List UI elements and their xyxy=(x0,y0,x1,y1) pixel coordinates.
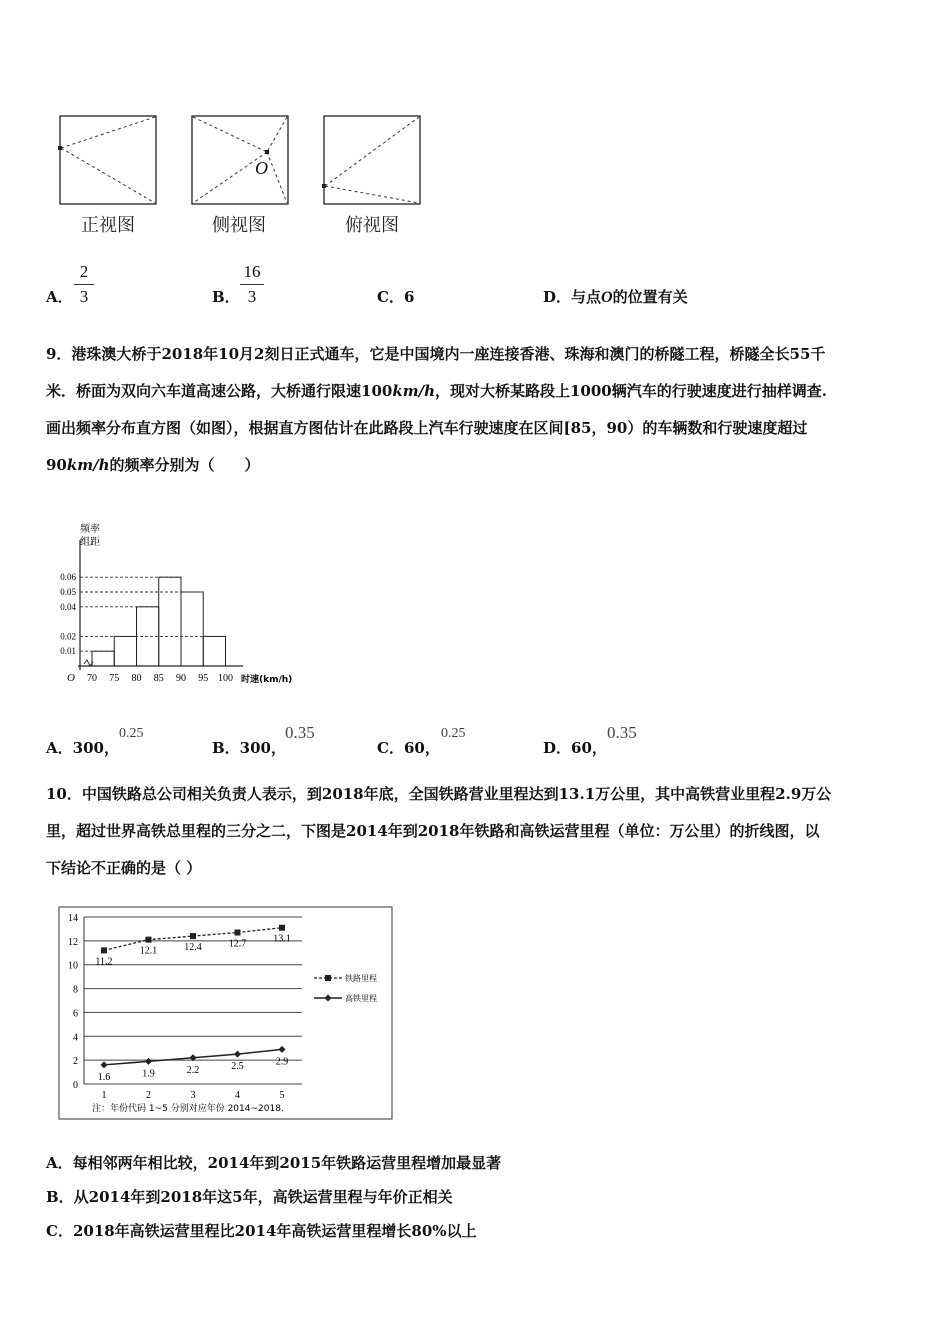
railway-mileage-chart xyxy=(58,906,394,1122)
railway-data-label: 12.4 xyxy=(184,942,202,954)
legend-highspeed-label: 高铁里程 xyxy=(345,994,377,1003)
q8-a-numerator: 2 xyxy=(79,262,89,281)
q9-line-4a: 90 xyxy=(46,456,67,474)
q8-option-c[interactable]: C．6 xyxy=(377,288,415,306)
side-view-label: 侧视图 xyxy=(212,215,266,236)
q9-line-2a: 米．桥面为双向六车道高速公路，大桥通行限速100 xyxy=(46,382,393,400)
q9-line-3: 画出频率分布直方图（如图），根据直方图估计在此路段上汽车行驶速度在区间[85，90）的车辆数和行驶速度超过 xyxy=(46,419,808,437)
speed-histogram xyxy=(40,518,320,693)
q8-option-a-prefix: A． xyxy=(46,288,73,306)
q10-option-a[interactable]: A．每相邻两年相比较，2014年到2015年铁路运营里程增加最显著 xyxy=(46,1154,502,1172)
x-tick-label: 1 xyxy=(101,1090,107,1101)
q9-line-4 xyxy=(46,447,916,484)
x-tick-label: 85 xyxy=(153,673,164,684)
q10-line-1: 10．中国铁路总公司相关负责人表示，到2018年底，全国铁路营业里程达到13.1万公里，其中高铁营业里程2.9万公 xyxy=(46,785,832,803)
x-tick-label: 75 xyxy=(109,673,120,684)
x-tick-label: 95 xyxy=(198,673,209,684)
railway-point xyxy=(190,933,196,939)
x-tick-label: 80 xyxy=(131,673,142,684)
highspeed-point xyxy=(234,1051,241,1058)
highspeed-data-label: 2.2 xyxy=(186,1064,200,1076)
y-tick-label: 8 xyxy=(73,984,78,996)
point-o-label: O xyxy=(255,158,268,178)
q9-option-a-value: 0.25 xyxy=(119,726,144,741)
x-tick-label: 70 xyxy=(87,673,97,684)
hist-bar xyxy=(203,636,225,666)
q9-option-b-value: 0.35 xyxy=(285,723,315,742)
q8-option-d-point: O xyxy=(601,289,613,306)
y-tick-label: 14 xyxy=(68,913,78,924)
three-view-figure xyxy=(55,110,425,210)
y-tick-label: 0 xyxy=(73,1080,78,1091)
hist-bar xyxy=(159,577,181,666)
q9-option-d-value: 0.35 xyxy=(607,723,637,742)
side-view xyxy=(192,116,288,204)
q10-option-c[interactable]: C．2018年高铁运营里程比2014年高铁运营里程增长80%以上 xyxy=(46,1222,477,1240)
q10-option-b[interactable]: B．从2014年到2018年这5年，高铁运营里程与年价正相关 xyxy=(46,1188,453,1206)
hist-bar xyxy=(114,636,136,666)
railway-data-label: 13.1 xyxy=(273,933,291,945)
y-tick-label: 0.02 xyxy=(60,631,76,642)
q8-option-a-fraction xyxy=(74,262,94,307)
y-tick-label: 4 xyxy=(73,1032,78,1044)
legend-railway-marker xyxy=(325,975,331,981)
q8-option-d-post: 的位置有关 xyxy=(612,288,688,306)
highspeed-data-label: 2.9 xyxy=(275,1056,289,1068)
q9-option-c[interactable]: C．60， xyxy=(377,739,440,757)
highspeed-data-label: 2.5 xyxy=(231,1061,244,1073)
q8-option-b[interactable] xyxy=(212,286,240,307)
top-view xyxy=(322,116,420,204)
x-tick-label: 4 xyxy=(235,1090,240,1101)
y-tick-label: 10 xyxy=(68,960,78,972)
q8-a-denominator: 3 xyxy=(79,287,89,306)
railway-point xyxy=(279,925,285,931)
y-tick-label: 0.01 xyxy=(60,646,76,657)
front-view xyxy=(58,116,156,204)
railway-data-label: 11.2 xyxy=(95,956,113,968)
x-tick-label: 100 xyxy=(218,673,233,684)
x-axis-label: 时速(km/h) xyxy=(241,675,293,685)
highspeed-data-label: 1.6 xyxy=(97,1071,111,1083)
q9-line-1: 9．港珠澳大桥于2018年10月2刻日正式通车，它是中国境内一座连接香港、珠海和澳门的桥隧工程，桥隧全长55千 xyxy=(46,345,826,363)
y-tick-label: 12 xyxy=(68,936,78,948)
q8-option-d-pre: D．与点 xyxy=(543,288,602,306)
q9-line-4b: 的频率分别为（ ） xyxy=(109,456,260,474)
highspeed-point xyxy=(279,1046,286,1053)
hist-bar xyxy=(92,651,114,666)
x-tick-label: 5 xyxy=(279,1090,285,1101)
highspeed-data-label: 1.9 xyxy=(142,1068,155,1080)
y-axis-label-top: 频率 xyxy=(80,524,100,535)
railway-point xyxy=(101,947,107,953)
origin-label: O xyxy=(67,672,75,684)
legend-railway-label: 铁路里程 xyxy=(345,974,377,983)
legend-highspeed-marker xyxy=(325,995,332,1002)
q8-option-a[interactable] xyxy=(46,286,73,307)
railway-data-label: 12.1 xyxy=(139,945,158,957)
railway-data-label: 12.7 xyxy=(228,938,247,950)
question-10-text xyxy=(46,776,916,887)
y-tick-label: 0.04 xyxy=(60,601,76,612)
top-view-label: 俯视图 xyxy=(345,215,399,236)
q9-unit-1: km/h xyxy=(392,382,435,400)
q9-option-b[interactable]: B．300， xyxy=(212,739,286,757)
x-tick-label: 2 xyxy=(146,1090,151,1101)
q9-option-d[interactable]: D．60， xyxy=(543,739,607,757)
highspeed-point xyxy=(101,1061,108,1068)
chart-note: 注：年份代码 1~5 分别对应年份 2014~2018. xyxy=(92,1104,284,1114)
q9-line-2 xyxy=(46,373,916,410)
highspeed-point xyxy=(145,1058,152,1065)
x-tick-label: 3 xyxy=(190,1090,196,1101)
hist-bar xyxy=(181,592,203,666)
railway-point xyxy=(235,930,241,936)
q8-option-b-prefix: B． xyxy=(212,288,240,306)
q10-line-3: 下结论不正确的是（ ） xyxy=(46,859,202,877)
y-axis-label-bottom: 组距 xyxy=(80,537,100,548)
q8-option-b-fraction xyxy=(240,262,264,307)
y-tick-label: 0.05 xyxy=(60,587,76,597)
railway-point xyxy=(146,937,152,943)
y-tick-label: 2 xyxy=(73,1056,78,1068)
q9-option-c-value: 0.25 xyxy=(441,726,466,741)
q10-line-2: 里，超过世界高铁总里程的三分之二，下图是2014年到2018年铁路和高铁运营里程（单位：万公里）的折线图，以 xyxy=(46,822,820,840)
y-tick-label: 0.06 xyxy=(60,572,76,583)
q9-unit-2: km/h xyxy=(66,456,110,474)
q8-b-denominator: 3 xyxy=(247,287,257,306)
q8-option-d[interactable] xyxy=(543,286,688,307)
front-view-label: 正视图 xyxy=(81,215,135,236)
question-9-text xyxy=(46,336,916,484)
q9-option-a[interactable]: A．300， xyxy=(46,739,119,757)
y-tick-label: 6 xyxy=(73,1008,78,1020)
chart-frame xyxy=(59,907,392,1119)
q8-b-numerator: 16 xyxy=(243,262,261,281)
q9-line-2b: ，现对大桥某路段上1000辆汽车的行驶速度进行抽样调查. xyxy=(434,382,827,400)
x-tick-label: 90 xyxy=(176,673,186,684)
